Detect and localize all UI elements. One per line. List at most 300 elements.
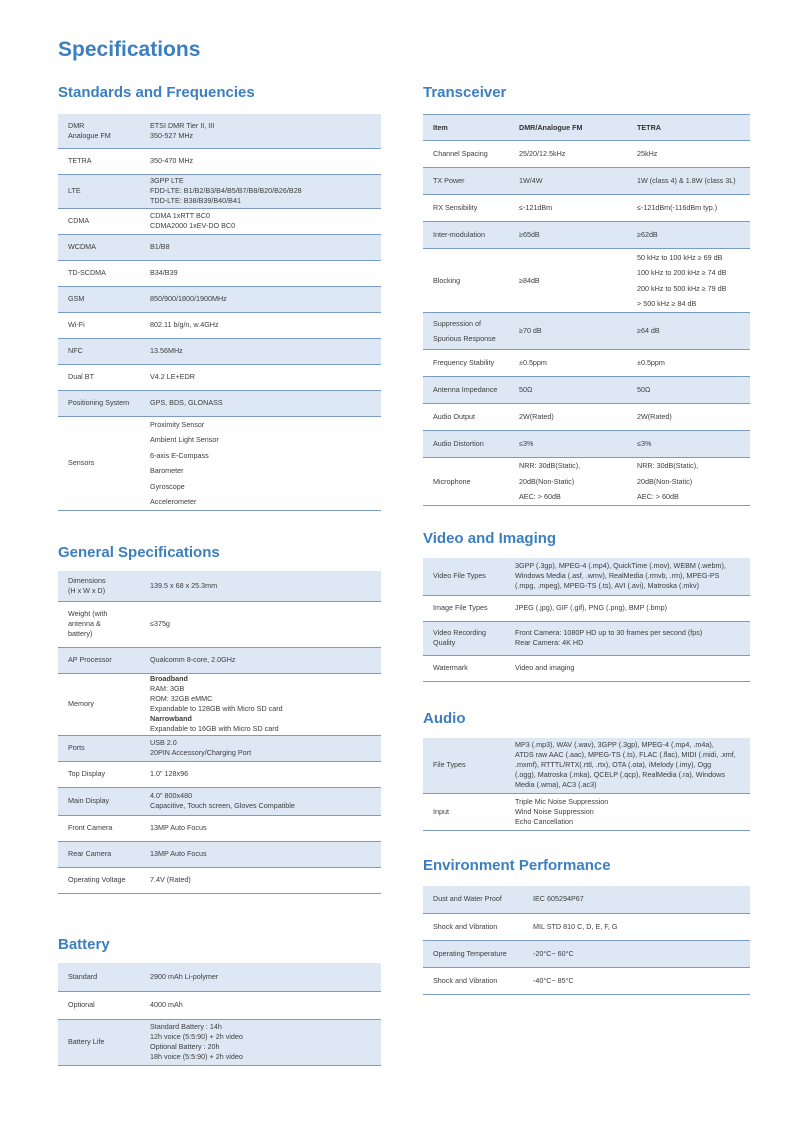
row-value [140,114,381,148]
text-line: Input [433,806,449,816]
text-line: ±0.5ppm [637,358,665,367]
text-line: Analogue FM [68,130,111,140]
text-line: IEC 605294P67 [533,894,584,904]
table-row [58,571,381,601]
row-label [58,260,140,286]
text-line: ≥84dB [519,275,540,285]
row-value [523,967,750,994]
row-value [523,940,750,967]
text-line: Optional Battery : 20h [150,1042,220,1051]
text-line: (.ogg), Matroska (.mka), QCELP (.qcp), RealMedia (.ra), Windows [515,770,725,780]
row-label [58,174,140,208]
text-line: Sensors [68,458,95,467]
text-line: 1.0" 128x96 [150,769,189,778]
row-label [423,886,523,913]
table-row [58,234,381,260]
text-line: Dust and Water Proof [433,894,502,904]
text-line: 802.11 b/g/n, w.4GHz [150,320,219,329]
row-value [140,867,381,893]
row-value [140,364,381,390]
cell-item [423,377,509,404]
text-line: 139.5 x 68 x 25.3mm [150,580,218,590]
text-line: File Types [433,760,466,770]
text-line: Watermark [433,663,468,672]
environment-table [423,886,750,995]
text-line: ≤-121dBm(-116dBm typ.) [637,203,718,212]
text-line: ≥65dB [519,230,540,239]
table-row [58,114,381,148]
row-label [58,673,140,735]
text-line: Microphone [433,476,471,486]
transceiver-title: Transceiver [423,84,507,101]
text-line: Qualcomm 8-core, 2.0GHz [150,655,236,664]
text-line: CDMA 1xRTT BC0 [150,211,211,220]
row-label [423,558,505,595]
row-value [140,416,381,510]
table-row [423,404,750,431]
text-line: 3GPP (.3gp), MPEG-4 (.mp4), QuickTime (.mov), WEBM (.webm), [515,561,726,571]
cell-item [423,195,509,222]
text-line: Standard Battery : 14h [150,1022,222,1031]
cell-item [423,404,509,431]
text-line: 1W (class 4) & 1.8W (class 3L) [637,176,736,185]
row-label [58,647,140,673]
row-value [140,571,381,601]
table-row [423,913,750,940]
row-value [505,595,750,621]
text-line: > 500 kHz ≥ 84 dB [637,299,697,308]
text-line: Inter-modulation [433,230,485,239]
cell-dmr [509,431,627,458]
text-line: USB 2.0 [150,738,177,747]
table-row [58,260,381,286]
row-value [505,558,750,595]
table-row [423,313,750,350]
row-value [140,735,381,761]
text-line: Antenna Impedance [433,385,498,394]
row-value [523,913,750,940]
battery-title: Battery [58,936,110,953]
text-line: 18h voice (5:5:90) + 2h video [150,1052,243,1061]
text-line: 7.4V (Rated) [150,875,191,884]
text-line: Capacitive, Touch screen, Gloves Compatible [150,801,295,810]
row-label [58,416,140,510]
row-label [423,595,505,621]
row-value [140,601,381,647]
table-row [423,458,750,506]
cell-item [423,141,509,168]
text-line: Shock and Vibration [433,975,498,985]
text-line: (.mpg, .mpeg), MPEG-TS (.ts), AVI (.avi), Matroska (.mkv) [515,581,699,591]
text-line: GSM [68,294,85,303]
text-line: 20dB(Non-Static) [519,476,575,486]
text-line: 200 kHz to 500 kHz ≥ 79 dB [637,283,727,293]
text-line: -20°C~ 60°C [533,948,574,958]
text-line: AP Processor [68,655,112,664]
text-line: TETRA [68,156,92,165]
text-line: AEC: > 60dB [519,492,561,501]
table-row [58,761,381,787]
text-line: Front Camera [68,823,113,832]
text-line: Accelerometer [150,497,197,506]
table-row [58,286,381,312]
row-value [140,234,381,260]
row-value [140,963,381,991]
text-line: Standard [68,971,98,981]
row-label [423,655,505,681]
text-line: 13.56MHz [150,346,183,355]
row-label [58,735,140,761]
cell-dmr [509,141,627,168]
row-label [423,967,523,994]
text-line: Battery Life [68,1037,105,1046]
row-label [58,601,140,647]
row-label [58,841,140,867]
text-line: 850/900/1800/1900MHz [150,294,227,303]
cell-tetra [627,222,750,249]
text-line: 6-axis E-Compass [150,450,209,460]
text-line: (H x W x D) [68,585,106,595]
column-header: TETRA [627,115,750,141]
row-label [58,234,140,260]
text-line: 20PIN Accessory/Charging Port [150,748,252,757]
text-line: GPS, BDS, GLONASS [150,398,223,407]
row-value [140,815,381,841]
text-line: ≤375g [150,619,170,628]
row-label [58,963,140,991]
text-line: LTE [68,186,81,195]
text-line: 25/20/12.5kHz [519,149,566,158]
cell-item [423,222,509,249]
row-value [140,787,381,815]
text-line: 2900 mAh Li-polymer [150,971,219,981]
table-row [423,377,750,404]
table-row [423,195,750,222]
table-row [58,364,381,390]
text-line: Expandable to 16GB with Micro SD card [150,724,279,733]
table-row [423,249,750,313]
row-label [58,991,140,1019]
general-title: General Specifications [58,544,220,561]
text-line: Ambient Light Sensor [150,435,219,444]
table-row [58,601,381,647]
table-row [58,735,381,761]
table-row [423,431,750,458]
text-line: NFC [68,346,83,355]
table-row [58,208,381,234]
page-title: Specifications [58,38,201,61]
table-row [423,141,750,168]
text-line: -40°C~ 85°C [533,975,574,985]
text-line: 25kHz [637,149,658,158]
text-line: Narrowband [150,714,192,723]
row-label [58,148,140,174]
text-line: CDMA [68,216,90,225]
text-line: Optional [68,1000,95,1009]
text-line: Video File Types [433,571,486,581]
table-row [58,787,381,815]
text-line: Video Recording [433,628,487,637]
row-label [58,867,140,893]
cell-dmr [509,168,627,195]
row-value [140,841,381,867]
cell-dmr [509,195,627,222]
text-line: 1W/4W [519,176,543,185]
table-row [423,655,750,681]
cell-tetra [627,313,750,350]
text-line: Dimensions [68,575,106,585]
text-line: Gyroscope [150,481,185,491]
text-line: Positioning System [68,398,130,407]
text-line: Frequency Stability [433,358,495,367]
battery-table [58,963,381,1066]
row-value [140,991,381,1019]
text-line: Wi-Fi [68,320,85,329]
table-row [58,815,381,841]
text-line: Memory [68,699,94,708]
text-line: Windows Media (.asf, .wmv), RealMedia (.rmvb, .rm), MPEG-PS [515,571,720,581]
row-value [505,621,750,655]
row-value [140,174,381,208]
video-title: Video and Imaging [423,530,557,547]
table-row [58,148,381,174]
standards-table [58,114,381,511]
text-line: Front Camera: 1080P HD up to 30 frames per second (fps) [515,628,703,637]
text-line: battery) [68,629,93,638]
text-line: Video and imaging [515,663,575,672]
text-line: 13MP Auto Focus [150,823,207,832]
row-label [58,390,140,416]
row-value [140,338,381,364]
row-label [58,815,140,841]
table-row [58,1019,381,1065]
cell-tetra [627,141,750,168]
text-line: Spurious Response [433,334,496,343]
transceiver-table [423,114,750,506]
row-value [505,655,750,681]
row-label [423,913,523,940]
text-line: ≤3% [519,439,534,448]
text-line: Suppression of [433,318,481,328]
text-line: V4.2 LE+EDR [150,372,195,381]
text-line: 50Ω [637,385,651,394]
text-line: Operating Temperature [433,948,507,958]
text-line: 2W(Rated) [637,412,672,421]
cell-dmr [509,404,627,431]
row-label [58,208,140,234]
table-row [423,350,750,377]
row-value [140,1019,381,1065]
text-line: Dual BT [68,372,94,381]
text-line: ETSI DMR Tier II, III [150,120,215,130]
text-line: Media (.wma), AC3 (.ac3) [515,780,597,790]
cell-tetra [627,168,750,195]
text-line: Echo Cancellation [515,816,573,826]
table-row [423,967,750,994]
cell-dmr [509,458,627,506]
text-line: Broadband [150,674,188,683]
text-line: JPEG (.jpg), GIF (.gif), PNG (.png), BMP (.bmp) [515,603,668,612]
cell-item [423,313,509,350]
row-value [140,208,381,234]
text-line: Ports [68,743,85,752]
text-line: Weight (with [68,609,108,618]
text-line: FDD-LTE: B1/B2/B3/B4/B5/B7/B8/B20/B26/B28 [150,186,302,195]
row-value [523,886,750,913]
table-row [58,338,381,364]
text-line: ≤3% [637,439,652,448]
table-row [58,174,381,208]
table-row [58,312,381,338]
text-line: 350-527 MHz [150,130,194,140]
cell-item [423,431,509,458]
row-label [423,738,505,793]
text-line: Audio Distortion [433,439,484,448]
audio-table [423,738,750,831]
text-line: Quality [433,638,456,647]
text-line: Image File Types [433,603,488,612]
row-value [140,390,381,416]
cell-tetra [627,249,750,313]
text-line: Channel Spacing [433,149,488,158]
cell-tetra [627,350,750,377]
table-row [423,940,750,967]
row-label [58,364,140,390]
text-line: ≥62dB [637,230,658,239]
row-value [140,286,381,312]
row-label [58,571,140,601]
text-line: RX Sensibility [433,203,478,212]
row-value [505,793,750,830]
cell-dmr [509,350,627,377]
text-line: TDD-LTE: B38/B39/B40/B41 [150,196,241,205]
row-value [140,647,381,673]
text-line: Main Display [68,796,110,805]
text-line: 4000 mAh [150,1000,183,1009]
text-line: .mxmf), RTTTL/RTX(.rttl, .rtx), OTA (.ota), iMelody (.imy), Ogg [515,760,712,770]
column-header: Item [423,115,509,141]
cell-tetra [627,404,750,431]
cell-tetra [627,431,750,458]
row-value [140,148,381,174]
table-row [58,867,381,893]
standards-title: Standards and Frequencies [58,84,255,101]
text-line: 50 kHz to 100 kHz ≥ 69 dB [637,252,723,262]
row-value [140,312,381,338]
cell-tetra [627,195,750,222]
text-line: B1/B8 [150,242,170,251]
text-line: Operating Voltage [68,875,126,884]
text-line: TX Power [433,176,465,185]
text-line: Rear Camera [68,849,112,858]
text-line: Expandable to 128GB with Micro SD card [150,704,283,713]
text-line: RAM: 3GB [150,684,185,693]
text-line: Proximity Sensor [150,419,205,429]
text-line: ≥64 dB [637,326,660,335]
cell-tetra [627,458,750,506]
row-label [423,621,505,655]
text-line: Rear Camera: 4K HD [515,638,584,647]
cell-tetra [627,377,750,404]
text-line: Barometer [150,466,184,475]
general-table [58,571,381,894]
row-label [423,793,505,830]
row-value [505,738,750,793]
cell-dmr [509,377,627,404]
text-line: MIL STD 810 C, D, E, F, G [533,921,618,931]
text-line: 12h voice (5:5:90) + 2h video [150,1032,243,1041]
text-line: Audio Output [433,412,475,421]
column-header: DMR/Analogue FM [509,115,627,141]
text-line: 50Ω [519,385,533,394]
table-row [58,647,381,673]
row-value [140,673,381,735]
row-label [58,338,140,364]
table-row [423,886,750,913]
text-line: B34/B39 [150,268,178,277]
table-row [58,963,381,991]
text-line: 100 kHz to 200 kHz ≥ 74 dB [637,268,727,277]
table-row [423,793,750,830]
row-label [58,761,140,787]
video-table [423,558,750,682]
text-line: DMR [68,120,85,130]
row-label [423,940,523,967]
table-row [423,621,750,655]
cell-item [423,168,509,195]
text-line: 13MP Auto Focus [150,849,207,858]
text-line: CDMA2000 1xEV-DO BC0 [150,221,236,230]
text-line: NRR: 30dB(Static), [519,461,581,470]
text-line: Triple Mic Noise Suppression [515,796,609,806]
text-line: ≤-121dBm [519,203,553,212]
text-line: antenna & [68,619,101,628]
table-row [58,416,381,510]
table-row [423,558,750,595]
text-line: Wind Noise Suppression [515,806,594,816]
text-line: AEC: > 60dB [637,492,679,501]
cell-item [423,350,509,377]
text-line: TD-SCDMA [68,268,106,277]
row-label [58,312,140,338]
table-row [58,390,381,416]
row-label [58,114,140,148]
text-line: 350-470 MHz [150,156,194,165]
cell-item [423,249,509,313]
text-line: ATDS raw AAC (.aac), MPEG-TS (.ts), FLAC (.flac), MIDI (.midi, .xmf, [515,750,736,760]
table-header-row [423,115,750,141]
text-line: 2W(Rated) [519,412,554,421]
text-line: NRR: 30dB(Static), [637,461,699,470]
cell-dmr [509,313,627,350]
text-line: Blocking [433,275,461,285]
text-line: 20dB(Non-Static) [637,476,693,486]
table-row [423,595,750,621]
text-line: Top Display [68,769,106,778]
text-line: 4.0" 800x480 [150,791,193,800]
audio-title: Audio [423,710,466,727]
table-row [58,673,381,735]
table-row [423,222,750,249]
text-line: MP3 (.mp3), WAV (.wav), 3GPP (.3gp), MPEG-4 (.mp4, .m4a), [515,740,714,750]
row-value [140,260,381,286]
text-line: ±0.5ppm [519,358,547,367]
text-line: ≥70 dB [519,326,542,335]
table-row [58,841,381,867]
row-value [140,761,381,787]
cell-dmr [509,222,627,249]
environment-title: Environment Performance [423,857,611,874]
